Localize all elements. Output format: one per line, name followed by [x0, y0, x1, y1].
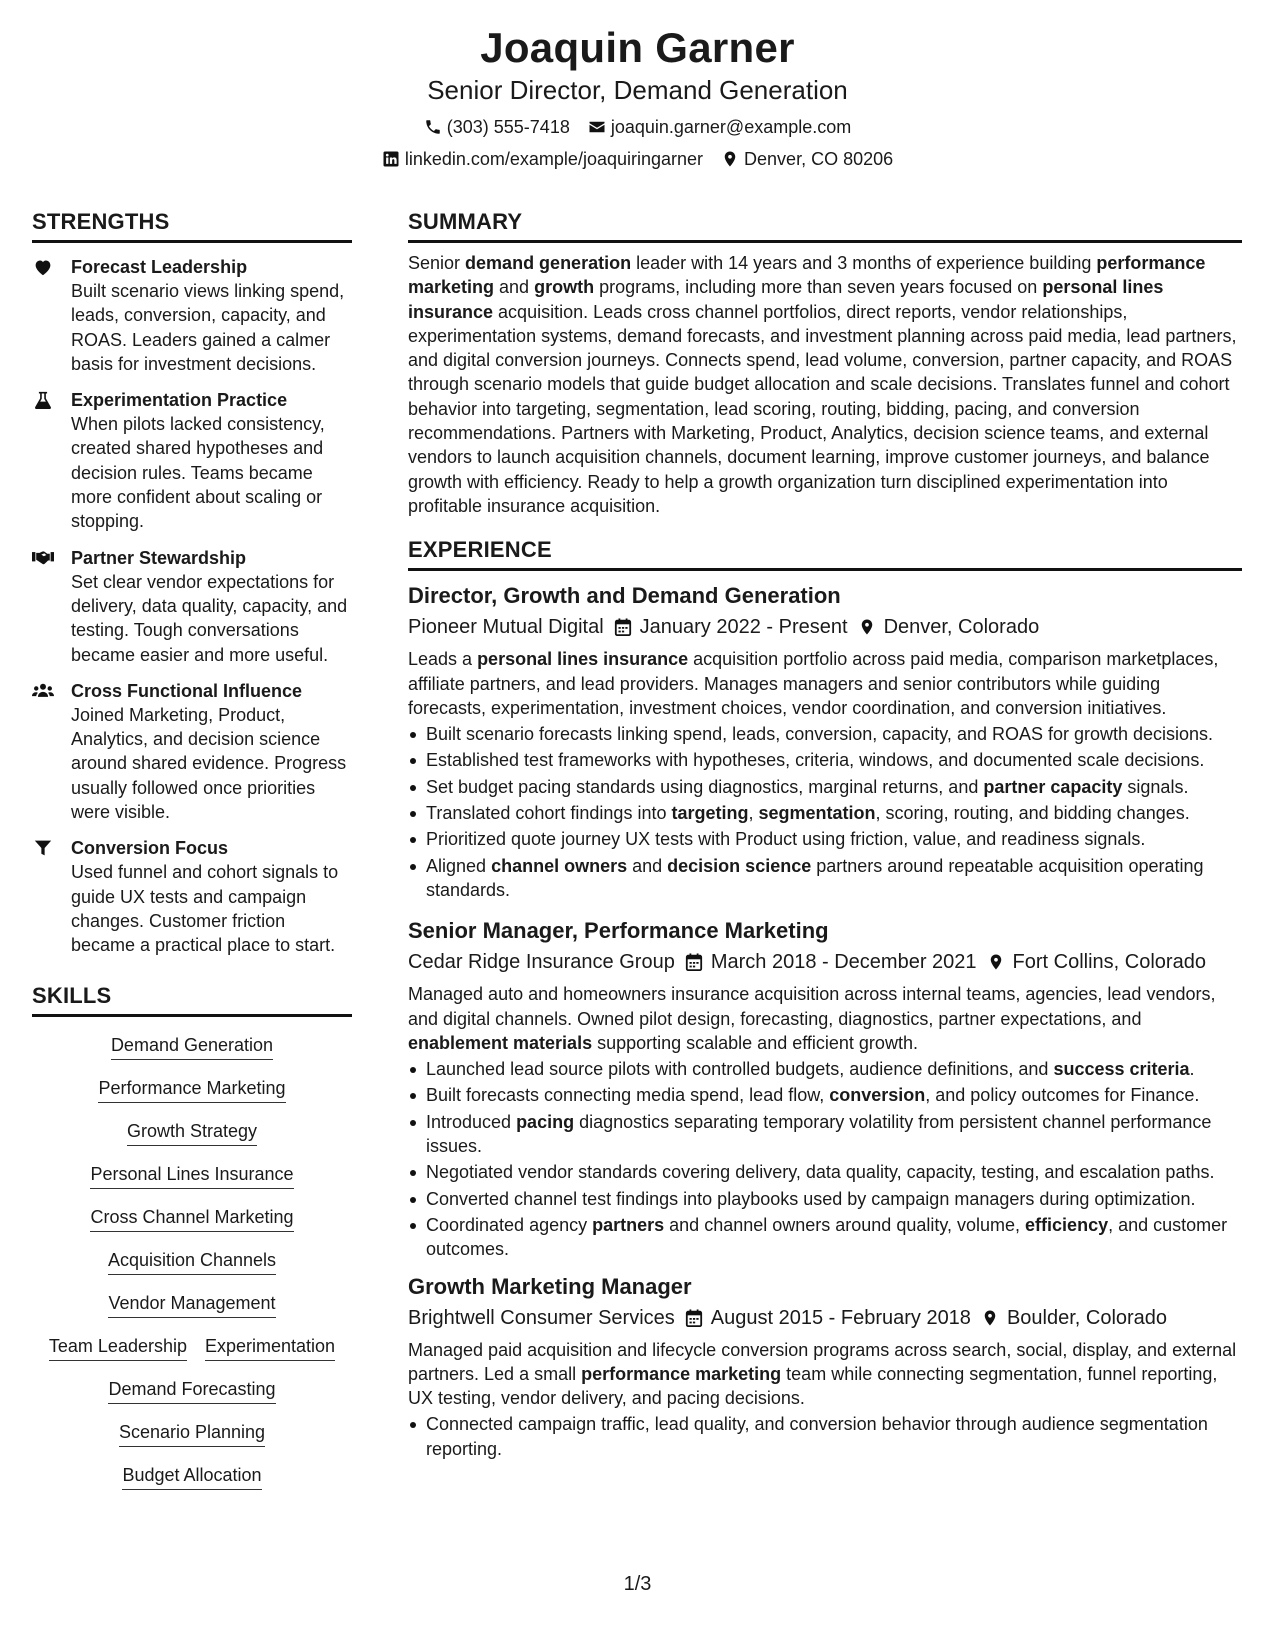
location-text: Denver, Colorado [883, 616, 1040, 639]
date-range: March 2018 - December 2021 [710, 951, 977, 974]
date-range: January 2022 - Present [639, 616, 848, 639]
bullet-item: Converted channel test findings into playbooks used by campaign managers during optimization. [408, 1187, 1242, 1211]
job-entry [408, 581, 1242, 902]
summary-heading: SUMMARY [408, 208, 1242, 243]
strengths-list [32, 255, 352, 958]
job-location [987, 948, 1206, 976]
handshake-icon [32, 549, 54, 567]
strength-item [32, 836, 352, 957]
location-text: Fort Collins, Colorado [1012, 951, 1206, 974]
strength-title: Experimentation Practice [71, 390, 288, 411]
skill-tag: Cross Channel Marketing [90, 1205, 293, 1232]
strength-desc: When pilots lacked consistency, created shared hypotheses and decision rules. Teams became more confident about scaling or stopping. [71, 414, 325, 532]
date-range: August 2015 - February 2018 [710, 1306, 971, 1329]
strength-desc: Built scenario views linking spend, leads, conversion, capacity, and ROAS. Leaders gained a calmer basis for investment decisions. [71, 281, 345, 374]
bullet-item: Negotiated vendor standards covering delivery, data quality, capacity, testing, and escalation paths. [408, 1160, 1242, 1184]
flask-icon [32, 391, 54, 409]
experience-heading: EXPERIENCE [408, 536, 1242, 571]
job-meta [408, 613, 1242, 641]
job-location [981, 1304, 1167, 1332]
strength-item [32, 679, 352, 824]
page-number: 1/3 [623, 1573, 652, 1595]
job-entry [408, 1272, 1242, 1461]
job-location [858, 613, 1040, 641]
skill-tag: Vendor Management [108, 1291, 275, 1318]
job-description: Managed paid acquisition and lifecycle conversion programs across search, social, display, and external partners. Led a small performance marketing team while connecting segmentation, funnel reporting, UX testing, vendor delivery, and pacing decisions. [408, 1339, 1237, 1409]
strength-desc: Used funnel and cohort signals to guide UX tests and campaign changes. Customer friction became a practical place to start. [71, 862, 339, 956]
job-dates [685, 948, 977, 976]
phone-number: (303) 555-7418 [446, 117, 570, 137]
job-dates [685, 1304, 971, 1332]
skill-tag: Scenario Planning [119, 1420, 265, 1447]
job-title: Senior Manager, Performance Marketing [408, 918, 829, 944]
contact-phone [424, 116, 570, 138]
bullet-item: Launched lead source pilots with controlled budgets, audience definitions, and success criteria. [408, 1057, 1242, 1081]
linkedin-url[interactable]: linkedin.com/example/joaquiringarner [404, 149, 704, 169]
job-dates [614, 613, 848, 641]
contact-line-1 [0, 116, 1275, 138]
bullet-item: Prioritized quote journey UX tests with Product using friction, value, and readiness signals. [408, 827, 1242, 851]
email-address[interactable]: joaquin.garner@example.com [610, 117, 852, 137]
location-text: Boulder, Colorado [1006, 1306, 1168, 1329]
skill-tag: Budget Allocation [122, 1463, 261, 1490]
skills-heading: SKILLS [32, 982, 352, 1017]
bullet-item: Aligned channel owners and decision science partners around repeatable acquisition operating standards. [408, 854, 1242, 903]
bullet-item: Connected campaign traffic, lead quality, and conversion behavior through audience segmentation reporting. [408, 1412, 1242, 1461]
bullet-item: Built forecasts connecting media spend, lead flow, conversion, and policy outcomes for Finance. [408, 1083, 1242, 1107]
contact-location [721, 148, 893, 170]
skill-tag: Performance Marketing [98, 1076, 285, 1103]
bullet-item: Set budget pacing standards using diagnostics, marginal returns, and partner capacity signals. [408, 775, 1242, 799]
contact-email[interactable] [588, 116, 851, 138]
bullet-item: Established test frameworks with hypotheses, criteria, windows, and documented scale decisions. [408, 748, 1242, 772]
bullet-item: Coordinated agency partners and channel owners around quality, volume, efficiency, and customer outcomes. [408, 1213, 1242, 1262]
map-pin-icon [858, 617, 876, 637]
job-title: Director, Growth and Demand Generation [408, 583, 841, 609]
linkedin-icon [382, 150, 400, 168]
job-bullets [408, 722, 1242, 902]
job-description: Leads a personal lines insurance acquisition portfolio across paid media, comparison marketplaces, affiliate partners, and lead providers. Manages managers and senior contributors while guiding forecasts, experimentation, investment choices, vendor coordination, and conversion initiatives. [408, 649, 1219, 718]
skill-tag: Demand Forecasting [108, 1377, 275, 1404]
map-pin-icon [987, 952, 1005, 972]
strength-title: Cross Functional Influence [71, 680, 303, 701]
company-name: Cedar Ridge Insurance Group [408, 951, 675, 974]
bullet-item: Introduced pacing diagnostics separating temporary volatility from persistent channel performance issues. [408, 1110, 1242, 1159]
bullet-item: Translated cohort findings into targeting, segmentation, scoring, routing, and bidding changes. [408, 801, 1242, 825]
calendar-icon [685, 1308, 703, 1328]
envelope-icon [588, 118, 606, 136]
contact-linkedin[interactable] [382, 148, 703, 170]
contact-line-2 [0, 148, 1275, 170]
candidate-name: Joaquin Garner [480, 24, 795, 71]
job-bullets [408, 1412, 1242, 1461]
strength-title: Forecast Leadership [71, 257, 248, 277]
skills-list [32, 1033, 352, 1506]
resume-header [0, 22, 1275, 170]
summary-text: Senior demand generation leader with 14 years and 3 months of experience building performance marketing and growth programs, including more than seven years focused on personal lines insurance acquisition. Leads cross channel portfolios, direct reports, vendor relationships, experimentation systems, demand forecasts, and investment planning across paid media, lead partners, and digital conversion journeys. Connects spend, lead volume, conversion, partner capacity, and ROAS through scenario models that guide budget allocation and scale decisions. Translates funnel and cohort behavior into targeting, segmentation, lead scoring, routing, bidding, pacing, and conversion recommendations. Partners with Marketing, Product, Analytics, decision science teams, and external vendors to launch acquisition channels, document learning, improve customer journeys, and balance growth with efficiency. Ready to help a growth organization turn disciplined experimentation into profitable insurance acquisition. [408, 253, 1237, 516]
location-text: Denver, CO 80206 [744, 149, 894, 169]
strength-item [32, 388, 352, 533]
job-meta [408, 948, 1242, 976]
filter-icon [32, 839, 54, 857]
bullet-item: Built scenario forecasts linking spend, leads, conversion, capacity, and ROAS for growth decisions. [408, 722, 1242, 746]
company-name: Brightwell Consumer Services [408, 1306, 675, 1329]
strengths-heading: STRENGTHS [32, 208, 352, 243]
map-pin-icon [981, 1308, 999, 1328]
phone-icon [424, 118, 442, 136]
candidate-title: Senior Director, Demand Generation [427, 75, 848, 105]
job-entry [408, 916, 1242, 1261]
strength-item [32, 255, 352, 376]
map-pin-icon [721, 150, 739, 168]
strength-desc: Set clear vendor expectations for delivery, data quality, capacity, and testing. Tough conversations became easier and more useful. [71, 571, 348, 665]
skill-tag: Growth Strategy [127, 1119, 257, 1146]
strength-title: Conversion Focus [71, 838, 229, 859]
skill-tag: Team Leadership [49, 1334, 187, 1361]
skill-tag: Demand Generation [111, 1033, 273, 1060]
heart-icon [32, 258, 54, 276]
skill-tag: Personal Lines Insurance [90, 1162, 293, 1189]
right-column [408, 208, 1242, 1463]
calendar-icon [614, 617, 632, 637]
company-name: Pioneer Mutual Digital [408, 616, 604, 639]
strength-item [32, 546, 352, 667]
left-column [32, 208, 352, 1506]
strength-desc: Joined Marketing, Product, Analytics, and decision science around shared evidence. Progress usually followed once priorities were visible. [71, 704, 347, 823]
job-meta [408, 1304, 1242, 1332]
job-description: Managed auto and homeowners insurance acquisition across internal teams, agencies, lead vendors, and digital channels. Owned pilot design, forecasting, diagnostics, partner expectations, and enablement materials supporting scalable and efficient growth. [408, 984, 1216, 1053]
calendar-icon [685, 952, 703, 972]
job-title: Growth Marketing Manager [408, 1273, 692, 1299]
strength-title: Partner Stewardship [71, 547, 247, 568]
users-icon [32, 682, 54, 700]
skill-tag: Acquisition Channels [108, 1248, 276, 1275]
job-bullets [408, 1057, 1242, 1261]
skill-tag: Experimentation [205, 1334, 335, 1361]
